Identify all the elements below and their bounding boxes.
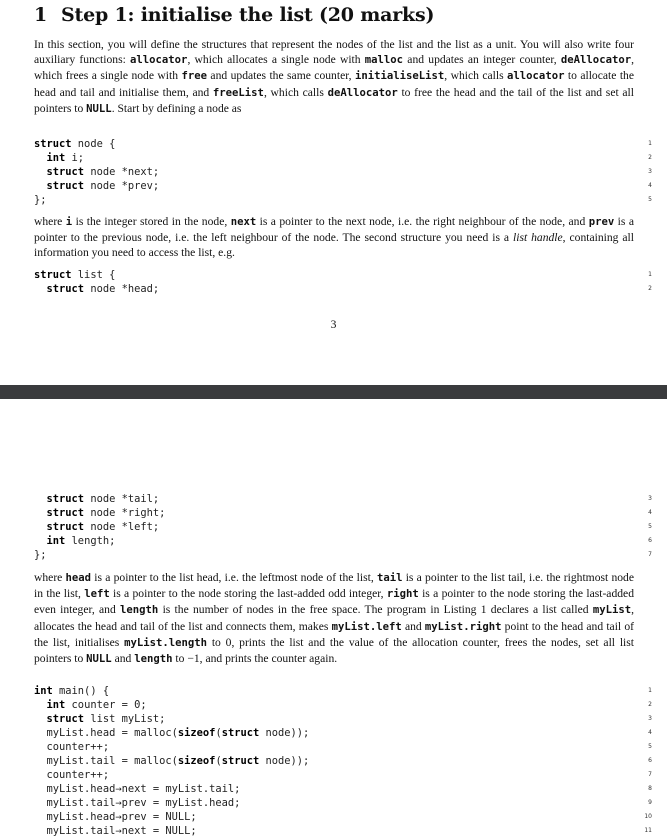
line-number: 6 bbox=[648, 537, 652, 544]
text-run: to free the head and the tail of the list and set all pointers to bbox=[34, 85, 634, 115]
line-number: 8 bbox=[648, 785, 652, 792]
code-text: }; bbox=[34, 549, 47, 561]
text-run: , which calls bbox=[263, 85, 328, 99]
code-keyword: sizeof bbox=[177, 755, 216, 767]
code-line bbox=[34, 534, 652, 548]
line-number: 9 bbox=[648, 799, 652, 806]
text-run: where bbox=[34, 215, 66, 228]
code-keyword: int bbox=[34, 685, 53, 697]
inline-code: deAllocator bbox=[327, 86, 398, 99]
code-text: length; bbox=[65, 535, 116, 547]
code-text bbox=[34, 699, 47, 711]
page-4 bbox=[0, 399, 667, 840]
emphasis-text: list handle bbox=[513, 231, 563, 245]
code-keyword: struct bbox=[46, 713, 85, 725]
section-title: Step 1: initialise the list (20 marks) bbox=[61, 4, 435, 26]
line-number: 3 bbox=[648, 495, 652, 502]
line-number: 4 bbox=[648, 509, 652, 516]
text-run: , which calls bbox=[444, 69, 508, 83]
text-run: point to the head and tail of the list, initialises bbox=[34, 619, 634, 649]
line-number: 3 bbox=[648, 168, 652, 175]
text-run: is a pointer to the node storing the last-added odd integer, bbox=[109, 587, 387, 601]
code-text bbox=[34, 535, 47, 547]
code-text: node { bbox=[71, 138, 116, 150]
code-keyword: sizeof bbox=[177, 727, 216, 739]
text-run: to allocate the head and tail and initialise them, and bbox=[34, 69, 634, 99]
code-line bbox=[34, 165, 652, 179]
inline-code: deAllocator bbox=[560, 54, 632, 67]
inline-code: next bbox=[230, 216, 257, 228]
code-line bbox=[34, 520, 652, 534]
code-text: node *left; bbox=[84, 521, 160, 533]
text-run: is a pointer to the list tail, i.e. the rightmost node in the list, bbox=[34, 571, 634, 601]
inline-code: NULL bbox=[86, 653, 112, 666]
code-line bbox=[34, 506, 652, 520]
code-text: list myList; bbox=[84, 713, 166, 725]
code-line bbox=[34, 712, 652, 726]
text-run: is a pointer to the previous node, i.e. the left neighbour of the node. The second structure you need is a bbox=[34, 215, 634, 245]
line-number: 5 bbox=[648, 523, 652, 530]
line-number: 11 bbox=[644, 827, 652, 834]
line-number: 1 bbox=[648, 271, 652, 278]
inline-code: prev bbox=[588, 216, 615, 228]
code-line bbox=[34, 726, 652, 740]
code-keyword: struct bbox=[34, 269, 72, 281]
text-run: and updates an integer counter, bbox=[403, 53, 561, 67]
inline-code: initialiseList bbox=[354, 70, 445, 83]
code-text: myList.head→next = myList.tail; bbox=[34, 783, 241, 795]
code-keyword: struct bbox=[46, 180, 85, 192]
line-number: 5 bbox=[648, 743, 652, 750]
line-number: 2 bbox=[648, 154, 652, 161]
text-run: , which frees a single node with bbox=[34, 53, 634, 83]
code-listing-list-struct-part1 bbox=[34, 268, 652, 296]
code-text bbox=[34, 507, 47, 519]
code-text: list { bbox=[71, 269, 116, 281]
code-text: node *head; bbox=[84, 283, 160, 295]
page-separator bbox=[0, 385, 667, 399]
code-text bbox=[34, 521, 47, 533]
code-text: counter++; bbox=[34, 741, 110, 753]
code-keyword: struct bbox=[221, 727, 260, 739]
text-run: and bbox=[401, 619, 425, 633]
code-line bbox=[34, 698, 652, 712]
text-run: , containing all information you need to access the list, e.g. bbox=[34, 231, 634, 260]
code-text: ( bbox=[215, 755, 222, 767]
line-number: 5 bbox=[648, 196, 652, 203]
text-run: is a pointer to the list head, i.e. the leftmost node of the list, bbox=[91, 571, 377, 584]
code-keyword: int bbox=[46, 535, 66, 547]
code-text: myList.tail→prev = myList.head; bbox=[34, 797, 241, 809]
code-text: ( bbox=[215, 727, 222, 739]
code-text: node)); bbox=[259, 727, 310, 739]
text-run: is a pointer to the next node, i.e. the right neighbour of the node, and bbox=[256, 215, 589, 228]
line-number: 7 bbox=[648, 771, 652, 778]
code-text: node *next; bbox=[84, 166, 160, 178]
code-text bbox=[34, 152, 47, 164]
code-text: main() { bbox=[52, 685, 110, 697]
code-line bbox=[34, 193, 652, 207]
text-run: , which allocates a single node with bbox=[187, 53, 365, 67]
line-number: 10 bbox=[644, 813, 652, 820]
inline-code: allocator bbox=[130, 54, 188, 67]
line-number: 2 bbox=[648, 701, 652, 708]
inline-code: myList.length bbox=[124, 636, 208, 649]
code-text: node *tail; bbox=[84, 493, 160, 505]
inline-code: free bbox=[181, 70, 207, 83]
line-number: 6 bbox=[648, 757, 652, 764]
line-number: 1 bbox=[648, 140, 652, 147]
code-keyword: struct bbox=[46, 283, 85, 295]
code-text bbox=[34, 166, 47, 178]
inline-code: NULL bbox=[86, 102, 112, 115]
section-heading bbox=[34, 4, 434, 26]
code-line bbox=[34, 179, 652, 193]
page-number: 3 bbox=[330, 318, 337, 331]
line-number: 3 bbox=[648, 715, 652, 722]
code-line bbox=[34, 137, 652, 151]
code-line bbox=[34, 282, 652, 296]
code-keyword: struct bbox=[221, 755, 260, 767]
inline-code: allocator bbox=[507, 70, 565, 83]
node-explanation-paragraph bbox=[34, 214, 634, 261]
code-keyword: struct bbox=[46, 507, 85, 519]
code-text: myList.head→prev = NULL; bbox=[34, 811, 197, 823]
code-line bbox=[34, 492, 652, 506]
code-line bbox=[34, 824, 652, 838]
code-text: node *prev; bbox=[84, 180, 160, 192]
code-listing-node-struct bbox=[34, 137, 652, 207]
page-3 bbox=[0, 0, 667, 385]
text-run: In this section, you will define the structures that represent the nodes of the list and the list as a unit. You will also write four auxiliary functions: bbox=[34, 38, 634, 67]
code-line bbox=[34, 684, 652, 698]
inline-code: right bbox=[386, 588, 419, 601]
code-line bbox=[34, 796, 652, 810]
text-run: is the number of nodes in the free space. The program in Listing 1 declares a list called bbox=[158, 603, 593, 617]
inline-code: length bbox=[134, 653, 173, 666]
text-run: and updates the same counter, bbox=[206, 69, 355, 83]
text-run: where bbox=[34, 571, 66, 584]
code-text: }; bbox=[34, 194, 47, 206]
code-text bbox=[34, 713, 47, 725]
code-text bbox=[34, 283, 47, 295]
text-run: to −1, and prints the counter again. bbox=[172, 652, 338, 666]
line-number: 1 bbox=[648, 687, 652, 694]
text-run: is a pointer to the node storing the last-added even integer, and bbox=[34, 587, 634, 617]
inline-code: malloc bbox=[364, 54, 404, 67]
code-line bbox=[34, 268, 652, 282]
code-line bbox=[34, 740, 652, 754]
inline-code: myList.left bbox=[331, 620, 402, 633]
text-run: , allocates the head and tail of the list and connects them, makes bbox=[34, 603, 634, 633]
code-listing-list-struct-part2 bbox=[34, 492, 652, 562]
code-keyword: struct bbox=[46, 521, 85, 533]
line-number: 2 bbox=[648, 285, 652, 292]
line-number: 4 bbox=[648, 182, 652, 189]
code-line bbox=[34, 782, 652, 796]
inline-code: tail bbox=[376, 572, 403, 584]
text-run: to 0, prints the list and the value of the allocation counter, frees the nodes, set all list pointers to bbox=[34, 635, 634, 666]
code-line bbox=[34, 754, 652, 768]
text-run: . Start by defining a node as bbox=[111, 101, 242, 115]
list-explanation-paragraph bbox=[34, 570, 634, 667]
inline-code: myList.right bbox=[424, 620, 502, 633]
line-number: 4 bbox=[648, 729, 652, 736]
inline-code: head bbox=[65, 572, 92, 584]
code-line bbox=[34, 151, 652, 165]
line-number: 7 bbox=[648, 551, 652, 558]
inline-code: freeList bbox=[212, 86, 264, 99]
code-text: counter++; bbox=[34, 769, 110, 781]
code-text: i; bbox=[65, 152, 85, 164]
code-text: myList.tail = malloc( bbox=[34, 755, 178, 767]
intro-paragraph bbox=[34, 37, 634, 117]
inline-code: myList bbox=[592, 604, 632, 617]
text-run: is the integer stored in the node, bbox=[72, 215, 231, 228]
code-listing-main bbox=[34, 684, 652, 838]
code-text bbox=[34, 493, 47, 505]
code-line bbox=[34, 548, 652, 562]
code-text: myList.head = malloc( bbox=[34, 727, 178, 739]
code-keyword: struct bbox=[46, 493, 85, 505]
inline-code: length bbox=[120, 604, 159, 617]
code-text: myList.tail→next = NULL; bbox=[34, 825, 197, 837]
code-keyword: struct bbox=[46, 166, 85, 178]
section-number: 1 bbox=[34, 4, 48, 26]
code-keyword: struct bbox=[34, 138, 72, 150]
code-keyword: int bbox=[46, 699, 66, 711]
code-text: counter = 0; bbox=[65, 699, 147, 711]
code-text bbox=[34, 180, 47, 192]
inline-code: left bbox=[84, 588, 110, 601]
text-run: and bbox=[111, 652, 135, 666]
code-line bbox=[34, 768, 652, 782]
code-keyword: int bbox=[46, 152, 66, 164]
code-text: node *right; bbox=[84, 507, 166, 519]
code-text: node)); bbox=[259, 755, 310, 767]
inline-code: i bbox=[65, 216, 73, 228]
code-line bbox=[34, 810, 652, 824]
